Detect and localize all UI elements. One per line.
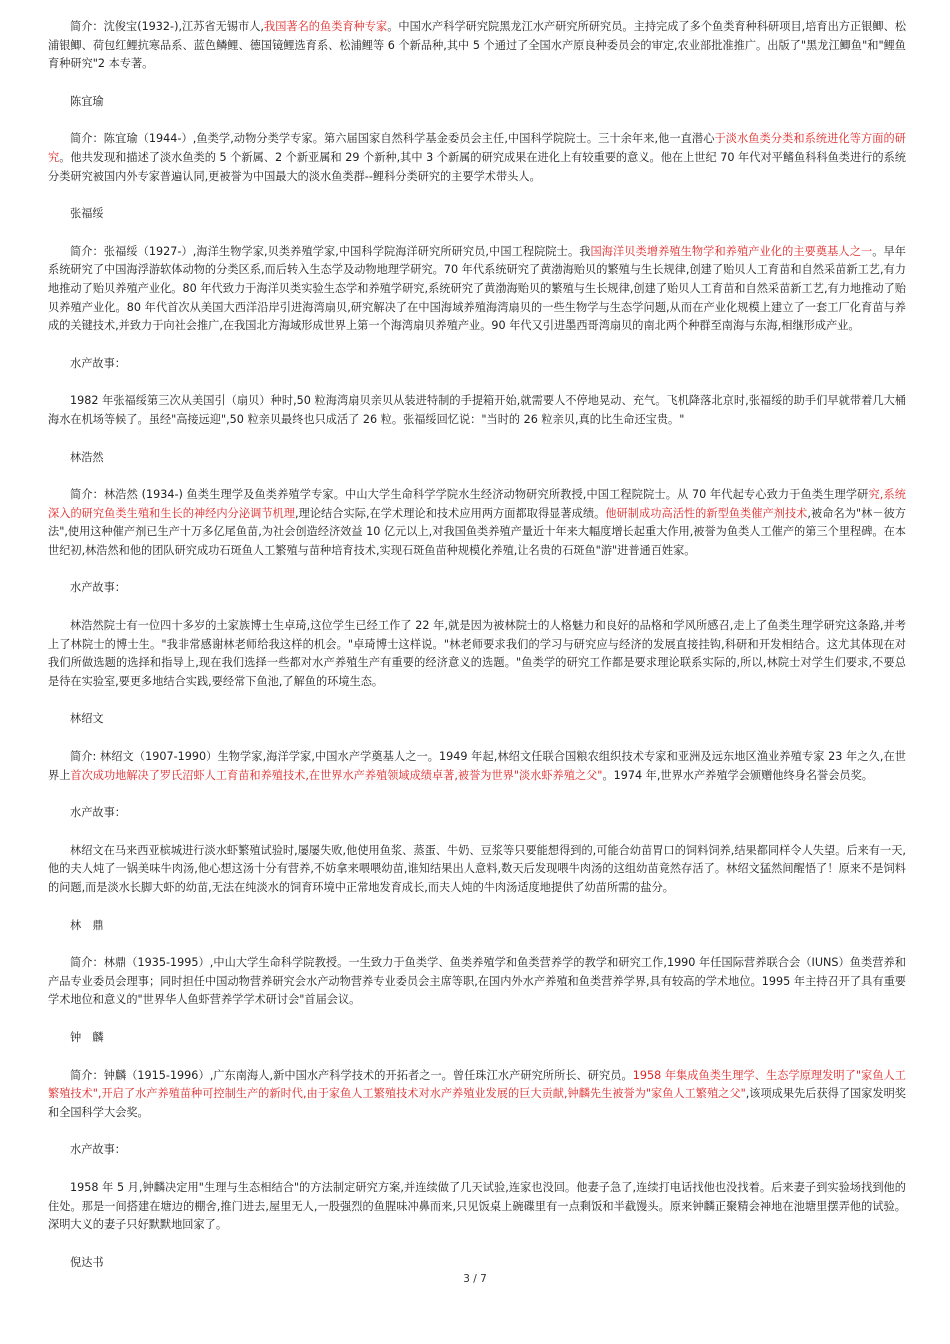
highlighted-text: 我国著名的鱼类育种专家	[263, 20, 388, 33]
text-run: 简介：陈宜瑜（1944-）,鱼类学,动物分类学专家。第六届国家自然科学基金委员会主任,中国科学院院士。三十余年来,他一直潜心	[70, 132, 715, 146]
body-paragraph	[48, 842, 906, 898]
text-run: ,该项成果先后获得了国家发明奖和全国科学大会奖。	[48, 1087, 906, 1119]
body-paragraph	[48, 748, 906, 785]
section-heading: 陈宜瑜	[70, 94, 104, 108]
body-paragraph	[48, 954, 906, 1010]
page-number: 3 / 7	[463, 1273, 487, 1285]
text-run: 。中国水产科学研究院黑龙江水产研究所研究员。主持完成了多个鱼类育种科研项目,培育出方正银鲫、松浦银鲫、荷包红鲤抗寒品系、蓝色鳞鲤、德国镜鲤选育系、松浦鲤等 6 个新品种,其中 5 个通过了全国水产原良种委员会的审定,农业部批准推广。出版了"黑龙江鲫鱼"和"鲤鱼育种研究"2 本专著。	[48, 20, 907, 71]
section-heading: 林 鼎	[70, 918, 104, 932]
section-heading: 水产故事：	[70, 1143, 126, 1157]
text-run: ,理论结合实际,在学术理论和技术应用两方面都取得显著成绩。	[295, 506, 606, 520]
text-run: ,被命名为"林－彼方法",使用这种催产剂已生产十万多亿尾鱼苗,为社会创造经济效益 10 亿元以上,对我国鱼类养殖产量近十年来大幅度增长起重大作用,被誉为鱼类人工催产的第三个里程碑。在本世纪初,林浩然和他的团队研究成功石斑鱼人工繁殖与苗种培育技术,实现石斑鱼苗种规模化养殖,让名贵的石斑鱼"游"进普通百姓家。	[48, 506, 906, 557]
body-paragraph	[48, 1067, 906, 1123]
text-run: 林绍文在马来西亚槟城进行淡水虾繁殖试验时,屡屡失败,他使用鱼浆、蒸蛋、牛奶、豆浆等只要能想得到的,可能合幼苗胃口的饲料饲养,结果都同样令人失望。后来有一天,他的夫人炖了一锅美味牛肉汤,他心想这汤十分有营养,不妨拿来喂喂幼苗,谁知结果出人意料,数天后发现喂牛肉汤的这组幼苗竟然存活了。林绍文猛然间醒悟了！原来不是饲料的问题,而是淡水长脚大虾的幼苗,无法在纯淡水的饲育环境中正常地发育成长,而夫人炖的牛肉汤适度地提供了幼苗所需的盐分。	[48, 843, 906, 894]
highlighted-text: 于淡水鱼类分类和系统进化等方面的研究	[48, 132, 906, 164]
body-paragraph	[48, 486, 906, 560]
text-run: 简介：钟麟（1915-1996）,广东南海人,新中国水产科学技术的开拓者之一。曾任珠江水产研究所所长、研究员。	[70, 1068, 633, 1082]
text-run: 简介：林浩然 (1934-) 鱼类生理学及鱼类养殖学专家。中山大学生命科学学院水生经济动物研究所教授,中国工程院院士。从 70 年代起专心致力于鱼类生理学研	[70, 488, 869, 502]
body-paragraph	[48, 243, 906, 336]
highlighted-text: 究,系统深入的研究鱼类生殖和生长的神经内分泌调节机理	[48, 488, 906, 520]
text-run: 简介：林鼎（1935-1995）,中山大学生命科学院教授。一生致力于鱼类学、鱼类养殖学和鱼类营养学的教学和研究工作,1990 年任国际营养联合会（IUNS）鱼类营养和产品专业委员会理事；同时担任中国动物营养研究会水产动物营养专业委员会主席等职,在国内外水产养殖和鱼类营养学界,具有较高的学术地位。1995 年主持召开了具有重要学术地位和意义的"世界华人鱼虾营养学学术研讨会"首届会议。	[48, 956, 906, 1007]
body-paragraph	[48, 392, 906, 429]
section-heading: 林浩然	[70, 450, 104, 464]
section-heading: 倪达书	[70, 1255, 104, 1269]
text-run: 林浩然院士有一位四十多岁的土家族博士生卓琦,这位学生已经工作了 22 年,就是因为被林院士的人格魅力和良好的品格和学风所感召,走上了鱼类生理学研究这条路,并考上了林院士的博士生。"我非常感谢林老师给我这样的机会。"卓琦博士这样说。"林老师要求我们的学习与研究应与经济的发展直接挂钩,科研和开发相结合。这尤其体现在对我们所做选题的选择和指导上,现在我们选择一些都对水产养殖生产有重要的经济意义的选题。"鱼类学的研究工作都是要求理论联系实际的,所以,林院士对学生们要求,不要总是待在实验室,要更多地结合实践,要经常下鱼池,了解鱼的环境生态。	[48, 619, 906, 688]
body-paragraph	[48, 130, 906, 186]
text-run: 。早年系统研究了中国海浮游软体动物的分类区系,而后转入生态学及动物地理学研究。70 年代系统研究了黄渤海贻贝的繁殖与生长规律,创建了贻贝人工育苗和自然采苗新工艺,有力地推动了贻贝养殖产业化。80 年代致力于海洋贝类实验生态学和养殖学研究,系统研究了黄渤海贻贝的繁殖与生长规律,创建了贻贝人工育苗和自然采苗新工艺,有力地推动了贻贝养殖产业化。80 年代首次从美国大西洋沿岸引进海湾扇贝,研究解决了在中国海域养殖海湾扇贝的一些生物学与生态学问题,从而在产业化规模上建立了一套工厂化育苗与养成的关键技术,并致力于向社会推广,在我国北方海域形成世界上第一个海湾扇贝养殖产业。90 年代又引进墨西哥湾扇贝的南北两个种群至南海与东海,相继形成产业。	[48, 244, 906, 333]
highlighted-text: 首次成功地解决了罗氏沼虾人工育苗和养殖技术,在世界水产养殖领域成绩卓著,被誉为世界"淡水虾养殖之父"	[70, 768, 603, 782]
body-paragraph	[48, 1179, 906, 1235]
text-run: 1982 年张福绥第三次从美国引（扇贝）种时,50 粒海湾扇贝亲贝从装进特制的手提箱开始,就需要人不停地晃动、充气。飞机降落北京时,张福绥的助手们早就带着几大桶海水在机场等候了。虽经"高接远迎",50 粒亲贝最终也只成活了 26 粒。张福绥回忆说："当时的 26 粒亲贝,真的比生命还宝贵。"	[48, 394, 906, 426]
text-run: 简介：沈俊宝(1932-),江苏省无锡市人,	[70, 20, 264, 33]
text-run: 。他共发现和描述了淡水鱼类的 5 个新属、2 个新亚属和 29 个新种,其中 3 个新属的研究成果在进化上有较重要的意义。他在上世纪 70 年代对平鳍鱼科科鱼类进行的系统分类研究被国内外专家普遍认同,更被誉为中国最大的淡水鱼类群--鲤科分类研究的主要学术带头人。	[48, 150, 906, 183]
highlighted-text: 他研制成功高活性的新型鱼类催产剂技术	[605, 506, 808, 520]
section-heading: 水产故事：	[70, 356, 126, 370]
text-run: 简介: 林绍文（1907-1990）生物学家,海洋学家,中国水产学奠基人之一。1949 年起,林绍文任联合国粮农组织技术专家和亚洲及远东地区渔业养殖专家 23 年之久,在世界上	[48, 750, 906, 782]
highlighted-text: 1958 年集成鱼类生理学、生态学原理发明了"家鱼人工繁殖技术",开启了水产养殖苗种可控制生产的新时代,由于家鱼人工繁殖技术对水产养殖业发展的巨大贡献,钟麟先生被誉为"家鱼人工繁殖之父"	[48, 1068, 906, 1101]
section-heading: 水产故事：	[70, 581, 126, 595]
body-paragraph	[48, 617, 906, 691]
highlighted-text: 国海洋贝类增养殖生物学和养殖产业化的主要奠基人之一	[590, 244, 873, 258]
document-body	[48, 18, 906, 1272]
section-heading: 水产故事：	[70, 806, 126, 820]
section-heading: 钟 麟	[70, 1030, 104, 1044]
section-heading: 张福绥	[70, 207, 104, 221]
section-heading: 林绍文	[70, 712, 104, 726]
body-paragraph	[48, 18, 906, 74]
text-run: 简介：张福绥（1927-）,海洋生物学家,贝类养殖学家,中国科学院海洋研究所研究员,中国工程院院士。我	[70, 244, 591, 258]
text-run: 1958 年 5 月,钟麟决定用"生理与生态相结合"的方法制定研究方案,并连续做了几天试验,连家也没回。他妻子急了,连续打电话找他也没找着。后来妻子到实验场找到他的住处。那是一间搭建在塘边的棚舍,推门进去,屋里无人,一股强烈的鱼腥味冲鼻而来,只见饭桌上碗碟里有一点剩饭和半截馒头。原来钟麟正聚精会神地在池塘里摆弄他的试验。深明大义的妻子只好默默地回家了。	[48, 1180, 906, 1232]
text-run: 。1974 年,世界水产养殖学会颁赠他终身名誉会员奖。	[602, 768, 873, 782]
